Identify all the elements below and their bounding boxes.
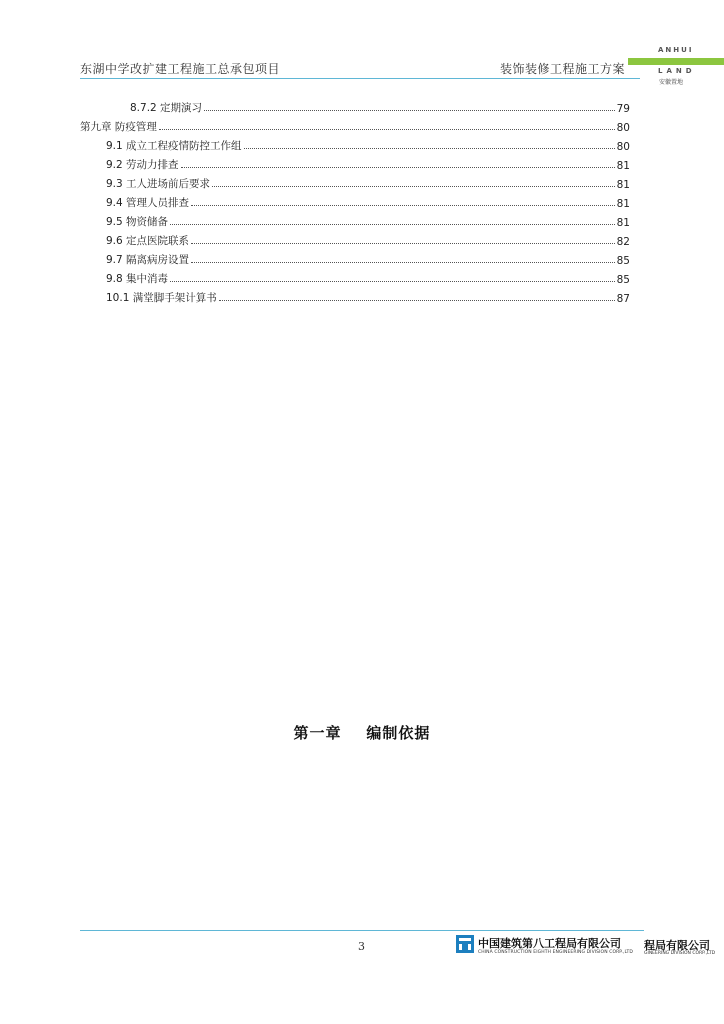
page-number: 3	[358, 940, 365, 953]
toc-entry[interactable]	[80, 286, 630, 305]
chapter-title: 第一章 编制依据	[293, 724, 431, 742]
toc-leader-dots	[170, 223, 615, 225]
toc-entry-title: 9.8 集中消毒	[106, 273, 169, 285]
toc-entry-page: 87	[616, 293, 630, 305]
toc-leader-dots	[204, 109, 615, 111]
toc-leader-dots	[170, 280, 615, 282]
anhui-land-logo	[628, 46, 724, 90]
company-name-cn-overflow: 程局有限公司	[644, 939, 710, 952]
cscec-logo-icon	[456, 935, 474, 953]
toc-leader-dots	[212, 185, 615, 187]
table-of-contents	[80, 96, 630, 305]
toc-entry[interactable]	[80, 134, 630, 153]
toc-entry-title: 第九章 防疫管理	[80, 121, 157, 133]
header-rule	[80, 78, 640, 79]
toc-leader-dots	[191, 261, 615, 263]
toc-entry[interactable]	[80, 248, 630, 267]
logo-line-2: LAND	[658, 67, 696, 75]
footer-rule	[80, 930, 644, 931]
toc-entry-title: 9.1 成立工程疫情防控工作组	[106, 140, 242, 152]
toc-entry-page: 85	[616, 274, 630, 286]
toc-entry[interactable]	[80, 153, 630, 172]
toc-entry-page: 81	[616, 217, 630, 229]
logo-line-1: ANHUI	[658, 46, 694, 54]
logo-green-band	[628, 58, 724, 65]
company-name-en-overflow: GINEERING DIVISION CORP.,LTD	[644, 951, 716, 956]
header-project-title: 东湖中学改扩建工程施工总承包项目	[80, 62, 281, 76]
toc-entry-page: 79	[616, 103, 630, 115]
toc-entry[interactable]	[80, 229, 630, 248]
toc-leader-dots	[244, 147, 615, 149]
toc-entry-title: 9.3 工人进场前后要求	[106, 178, 211, 190]
toc-entry-page: 80	[616, 122, 630, 134]
toc-entry-title: 9.5 物资储备	[106, 216, 169, 228]
toc-entry-page: 81	[616, 179, 630, 191]
toc-entry-page: 81	[616, 160, 630, 172]
toc-entry[interactable]	[80, 96, 630, 115]
toc-entry-page: 80	[616, 141, 630, 153]
toc-entry-title: 9.2 劳动力排查	[106, 159, 179, 171]
toc-entry-title: 10.1 满堂脚手架计算书	[106, 292, 217, 304]
logo-line-3: 安徽置地	[659, 79, 684, 86]
toc-leader-dots	[191, 242, 615, 244]
toc-leader-dots	[219, 299, 615, 301]
toc-entry-title: 9.6 定点医院联系	[106, 235, 190, 247]
toc-entry[interactable]	[80, 115, 630, 134]
company-name-cn: 中国建筑第八工程局有限公司	[478, 937, 621, 950]
header-document-title: 装饰装修工程施工方案	[500, 62, 626, 76]
toc-entry-page: 85	[616, 255, 630, 267]
toc-leader-dots	[159, 128, 615, 130]
toc-entry[interactable]	[80, 210, 630, 229]
toc-entry[interactable]	[80, 191, 630, 210]
toc-entry-title: 9.4 管理人员排查	[106, 197, 190, 209]
toc-entry-title: 9.7 隔离病房设置	[106, 254, 190, 266]
toc-leader-dots	[181, 166, 615, 168]
toc-entry-title: 8.7.2 定期演习	[130, 102, 203, 114]
toc-entry-page: 82	[616, 236, 630, 248]
toc-leader-dots	[191, 204, 615, 206]
company-name-en: CHINA CONSTRUCTION EIGHTH ENGINEERING DIVISION CORP.,LTD	[478, 950, 633, 955]
toc-entry-page: 81	[616, 198, 630, 210]
toc-entry[interactable]	[80, 267, 630, 286]
toc-entry[interactable]	[80, 172, 630, 191]
